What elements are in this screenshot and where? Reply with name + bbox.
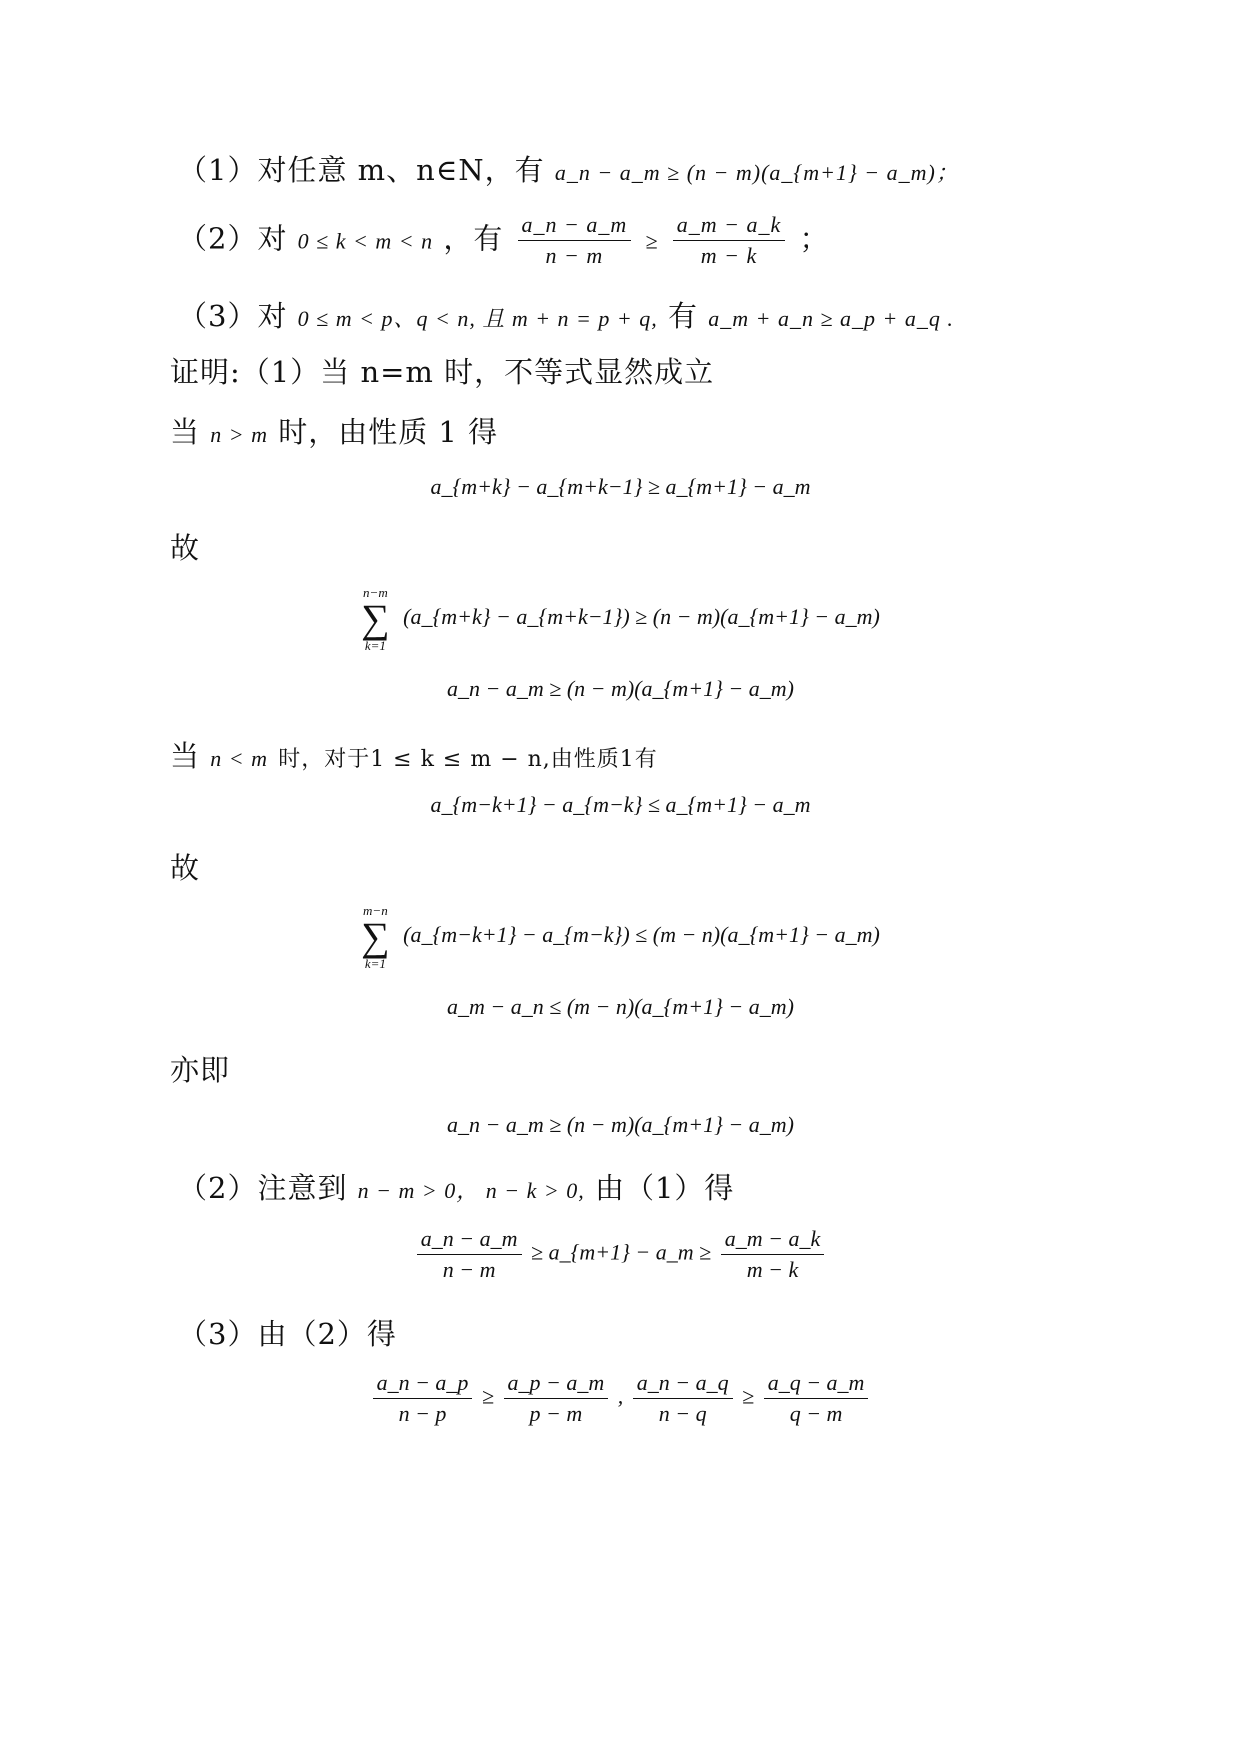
sum-1-body: (a_{m+k} − a_{m+k−1}) ≥ (n − m)(a_{m+1} − a_m) <box>403 604 880 630</box>
item-2-right-numerator: a_m − a_k <box>673 212 786 241</box>
eq6-left-denominator: n − m <box>442 1257 496 1282</box>
proof-line-5: （3）由（2）得 <box>178 1317 397 1351</box>
sum-equation-1 <box>0 586 1241 652</box>
item-2 <box>178 212 830 269</box>
eq6-right-denominator: m − k <box>746 1257 799 1282</box>
item-1-formula: a_n − a_m ≥ (n − m)(a_{m+1} − a_m)； <box>554 160 959 185</box>
proof-line-1: 证明:（1）当 n=m 时，不等式显然成立 <box>170 355 715 389</box>
proof-line-2-a: 当 <box>170 415 201 449</box>
equation-1: a_{m+k} − a_{m+k−1} ≥ a_{m+1} − a_m <box>430 474 811 499</box>
item-2-left-fraction <box>518 212 632 269</box>
eq6-left-numerator: a_n − a_m <box>417 1226 522 1255</box>
proof-line-2-math: n > m <box>210 422 268 447</box>
eq7-fraction-4 <box>764 1370 869 1427</box>
item-3-formula: a_m + a_n ≥ a_p + a_q . <box>708 306 954 331</box>
eq6-right-fraction <box>721 1226 825 1283</box>
equation-4: a_m − a_n ≤ (m − n)(a_{m+1} − a_m) <box>447 994 794 1019</box>
eq6-left-fraction <box>417 1226 522 1283</box>
sigma-icon: ∑ <box>361 914 390 959</box>
item-3 <box>178 294 954 335</box>
item-1-label: （1）对任意 m、n∈N，有 <box>178 153 545 187</box>
equation-7 <box>0 1370 1241 1427</box>
item-3-mid: 有 <box>667 299 698 333</box>
sum-2-lower: k=1 <box>364 956 386 971</box>
eq7-fraction-1-denominator: n − p <box>398 1401 447 1426</box>
proof-line-3-b: 时，对于1 ≤ k ≤ m − n,由性质1有 <box>278 747 658 772</box>
proof-line-3-math: n < m <box>210 746 268 771</box>
equation-3: a_{m−k+1} − a_{m−k} ≤ a_{m+1} − a_m <box>430 792 811 817</box>
proof-line-4-a: （2）注意到 <box>178 1171 348 1205</box>
equation-2: a_n − a_m ≥ (n − m)(a_{m+1} − a_m) <box>447 676 794 701</box>
geq-symbol: ≥ <box>481 1383 495 1409</box>
item-2-left-denominator: n − m <box>545 243 604 268</box>
eq7-fraction-4-denominator: q − m <box>789 1401 843 1426</box>
sum-symbol-2 <box>361 904 390 970</box>
eq7-fraction-1 <box>373 1370 473 1427</box>
sum-2-body: (a_{m−k+1} − a_{m−k}) ≤ (m − n)(a_{m+1} − a_m) <box>403 922 880 948</box>
therefore-1: 故 <box>170 531 201 565</box>
equation-5: a_n − a_m ≥ (n − m)(a_{m+1} − a_m) <box>447 1112 794 1137</box>
item-3-condition: 0 ≤ m < p、q < n, 且 m + n = p + q, <box>297 306 658 331</box>
therefore-2: 故 <box>170 851 201 885</box>
eq7-fraction-2-denominator: p − m <box>529 1401 583 1426</box>
sum-symbol-1 <box>361 586 390 652</box>
eq7-fraction-1-numerator: a_n − a_p <box>373 1370 473 1399</box>
eq6-middle: ≥ a_{m+1} − a_m ≥ <box>531 1239 712 1265</box>
proof-line-4-b: 由（1）得 <box>594 1171 735 1205</box>
item-2-end: ； <box>799 221 830 256</box>
proof-line-2 <box>170 410 498 451</box>
item-2-condition: 0 ≤ k < m < n <box>297 228 434 254</box>
eq7-fraction-3-numerator: a_n − a_q <box>633 1370 733 1399</box>
eq7-fraction-2 <box>504 1370 609 1427</box>
proof-line-2-b: 时，由性质 1 得 <box>278 415 499 449</box>
proof-line-4-math: n − m > 0， n − k > 0, <box>357 1178 585 1203</box>
item-3-label: （3）对 <box>178 299 288 333</box>
item-2-right-denominator: m − k <box>700 243 758 268</box>
eq6-right-numerator: a_m − a_k <box>721 1226 825 1255</box>
item-2-mid: ，有 <box>443 221 504 256</box>
proof-line-3-a: 当 <box>170 739 201 773</box>
item-1 <box>178 148 959 189</box>
sum-1-lower: k=1 <box>364 638 386 653</box>
comma: , <box>617 1383 624 1409</box>
eq7-fraction-2-numerator: a_p − a_m <box>504 1370 609 1399</box>
eq7-fraction-3-denominator: n − q <box>658 1401 707 1426</box>
geq-symbol: ≥ <box>645 228 659 254</box>
proof-line-4 <box>178 1166 734 1207</box>
sigma-icon: ∑ <box>361 596 390 641</box>
eq7-fraction-4-numerator: a_q − a_m <box>764 1370 869 1399</box>
sum-2-upper: m−n <box>363 903 388 918</box>
geq-symbol: ≥ <box>742 1383 755 1409</box>
item-2-left-numerator: a_n − a_m <box>518 212 632 241</box>
item-2-right-fraction <box>673 212 786 269</box>
proof-line-3 <box>170 734 658 775</box>
sum-equation-2 <box>0 904 1241 970</box>
eq7-fraction-3 <box>633 1370 733 1427</box>
item-2-label: （2）对 <box>178 221 288 256</box>
that-is: 亦即 <box>170 1053 231 1087</box>
sum-1-upper: n−m <box>363 585 388 600</box>
equation-6 <box>0 1226 1241 1283</box>
